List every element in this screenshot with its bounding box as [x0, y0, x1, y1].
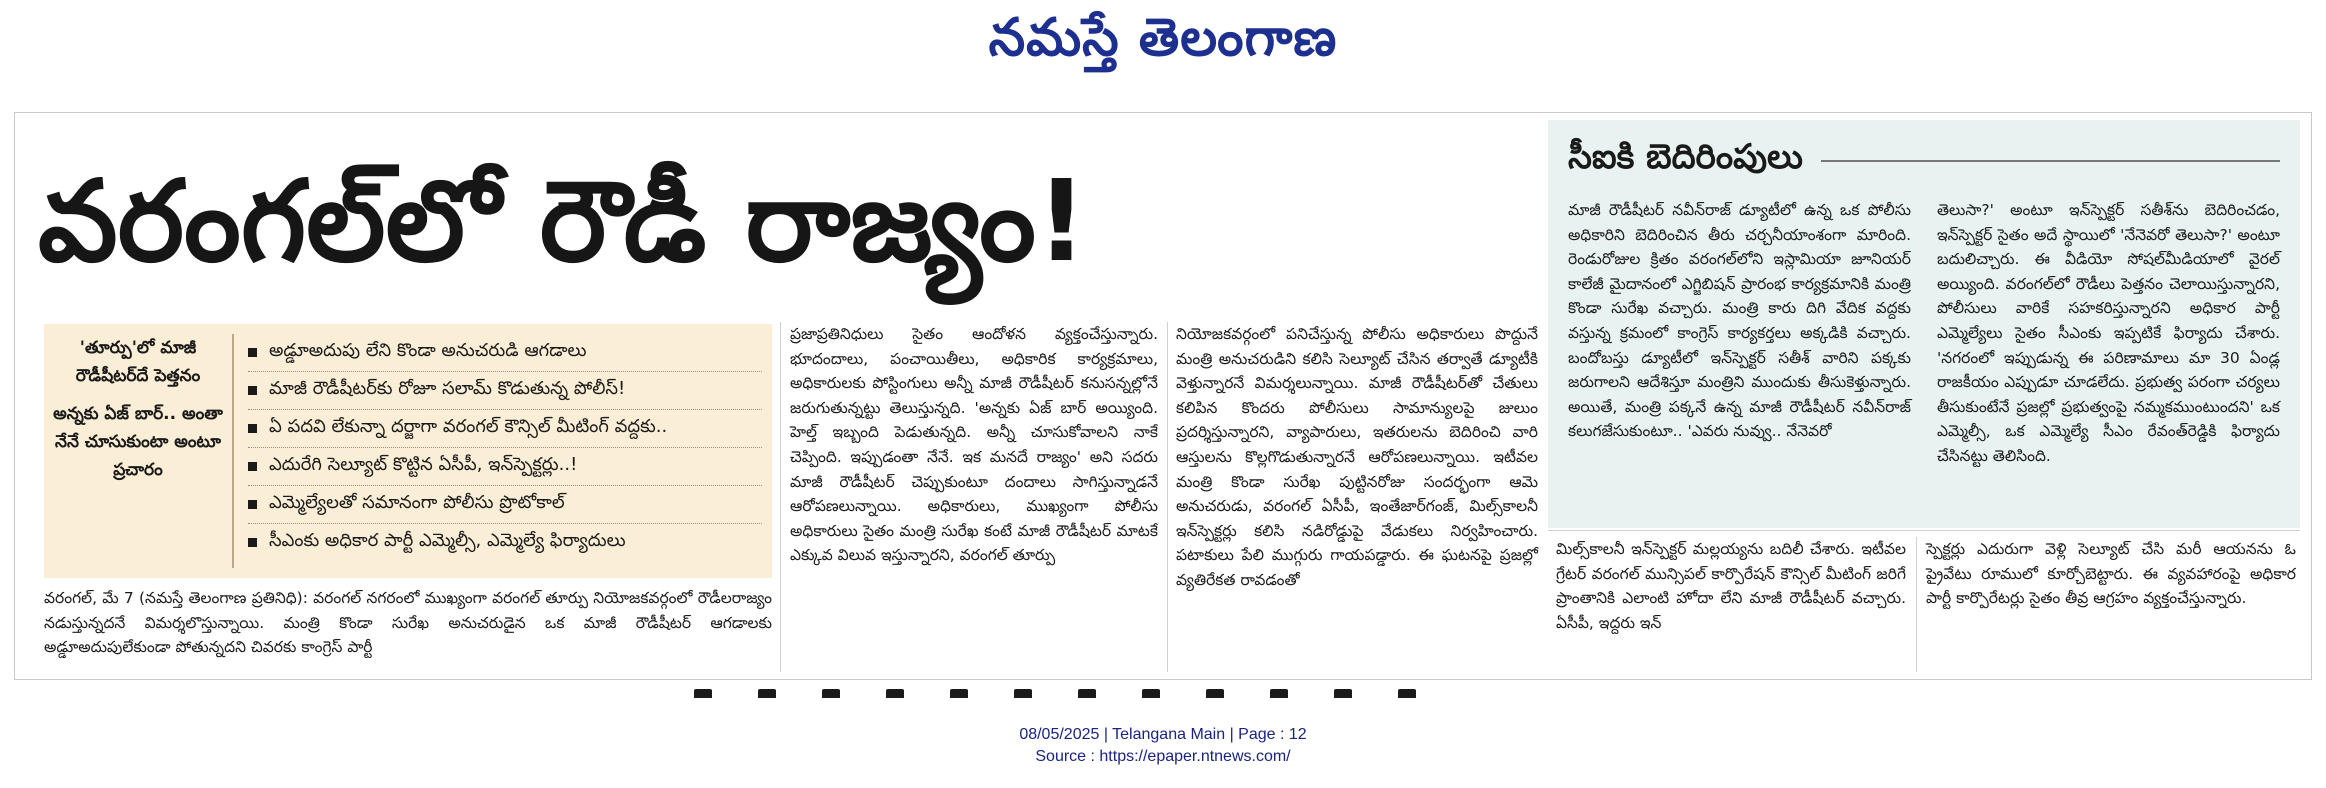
next-headline-cutoff: [694, 686, 1514, 698]
highlight-text: మాజీ రౌడీషీటర్‌కు రోజూ సలామ్ కొడుతున్న పోలీస్!: [269, 378, 626, 399]
body-column-4: [1556, 537, 1906, 635]
sidebar-text-2: తెలుసా?' అంటూ ఇన్‌స్పెక్టర్ సతీశ్‌ను బెదిరించడం, ఇన్‌స్పెక్టర్ సైతం అదే స్థాయిలో 'నేనెవరో తెలుసా?' అంటూ బదులిచ్చారు. ఈ వీడియో సోషల్‌మీడియాలో వైరల్ అయ్యింది. వరంగల్‌లో రౌడీలు పెత్తనం చెలాయిస్తున్నారని, పోలీసులు వారికే సహకరిస్తున్నారని అధికార పార్టీ ఎమ్మెల్యేలు సైతం సీఎంకు ఇప్పటికే ఫిర్యాదు చేశారు. 'నగరంలో ఇప్పుడున్న ఈ పరిణామాలు మా 30 ఏండ్ల రాజకీయం ఎప్పుడూ చూడలేదు. ప్రభుత్వ పరంగా చర్యలు తీసుకుంటేనే ప్రజల్లో ప్రభుత్వంపై నమ్మకముంటుందని' ఒక ఎమ్మెల్సీ, ఒక ఎమ్మెల్యే సీఎం రేవంత్‌రెడ్డికి ఫిర్యాదు చేసినట్టు తెలిసింది.: [1937, 201, 2280, 465]
square-bullet-icon: [248, 424, 257, 433]
highlight-item: [248, 448, 762, 486]
square-bullet-icon: [248, 538, 257, 547]
sidebar-bottom-divider: [1548, 530, 2300, 531]
highlight-text: ఏ పదవి లేకున్నా దర్జాగా వరంగల్ కౌన్సిల్ మీటింగ్ వద్దకు..: [269, 416, 668, 437]
square-bullet-icon: [248, 500, 257, 509]
masthead-logo: నమస్తే తెలంగాణ: [988, 8, 1338, 68]
column-divider: [780, 322, 781, 672]
square-bullet-icon: [248, 386, 257, 395]
body-text-5: స్పెక్టర్లు ఎదురుగా వెళ్లి సెల్యూట్ చేసి మరీ ఆయనను ఓ ప్రైవేటు రూములో కూర్చోబెట్టారు. ఈ వ్యవహారంపై అధికార పార్టీ కార్పొరేటర్లు సైతం తీవ్ర ఆగ్రహం వ్యక్తంచేస్తున్నారు.: [1926, 540, 2296, 608]
footer-date-line: 08/05/2025 | Telangana Main | Page : 12: [1019, 726, 1307, 743]
highlights-box: [44, 324, 772, 578]
highlight-text: అడ్డూఅదుపు లేని కొండా అనుచరుడి ఆగడాలు: [269, 340, 587, 361]
body-column-2: [790, 322, 1158, 568]
sidebar-column-1: [1568, 198, 1911, 469]
headline: వరంగల్‌లో రౌడీ రాజ్యం!: [38, 157, 1088, 287]
highlights-left-panel: [44, 324, 232, 578]
highlight-item: [248, 524, 762, 561]
body-column-3: [1176, 322, 1538, 593]
footer-source-link[interactable]: Source : https://epaper.ntnews.com/: [1035, 748, 1291, 765]
sidebar-columns: [1568, 198, 2280, 469]
body-text-4: మిల్స్‌కాలనీ ఇన్‌స్పెక్టర్ మల్లయ్యను బదిలీ చేశారు. ఇటీవల గ్రేటర్ వరంగల్ మున్సిపల్ కార్పొరేషన్ కౌన్సిల్ మీటింగ్ జరిగే ప్రాంతానికి ఎలాంటి హోదా లేని మాజీ రౌడీషీటర్ వచ్చారు. ఏసీపీ, ఇద్దరు ఇన్: [1556, 540, 1906, 632]
sidebar-title-rule: [1821, 160, 2280, 162]
sidebar-title-row: [1568, 134, 2280, 188]
highlight-kicker-1: 'తూర్పు'లో మాజీ రౌడీషీటర్‌దే పెత్తనం: [75, 338, 201, 386]
highlight-kicker-2: అన్నకు ఏజ్ బార్.. అంతా నేనే చూసుకుంటా అంటూ ప్రచారం: [53, 404, 223, 480]
highlight-text: సీఎంకు అధికార పార్టీ ఎమ్మెల్సీ, ఎమ్మెల్యే ఫిర్యాదులు: [269, 530, 626, 551]
lead-paragraph: [44, 586, 772, 660]
square-bullet-icon: [248, 462, 257, 471]
body-text-2: ప్రజాప్రతినిధులు సైతం ఆందోళన వ్యక్తంచేస్తున్నారు. భూదందాలు, పంచాయితీలు, అధికారిక కార్యక్రమాలు, అధికారులకు పోస్టింగులు అన్నీ మాజీ రౌడీషీటర్ కనుసన్నల్లోనే జరుగుతున్నట్టు తెలుస్తున్నది. 'అన్నకు ఏజ్ బార్ అయ్యింది. హెల్త్ ఇబ్బంది పెడుతున్నది. అన్నీ చూసుకోవాలని నాకే చెప్పింది. ఇప్పుడంతా నేనే. ఇక మనదే రాజ్యం' అని సదరు మాజీ రౌడీషీటర్ చెప్పుకుంటూ దందాలు సాగిస్తున్నాడనే ఆరోపణలున్నాయి. అధికారులు, ముఖ్యంగా పోలీసు అధికారులు సైతం మంత్రి సురేఖ కంటే మాజీ రౌడీషీటర్ మాటకే ఎక్కువ విలువ ఇస్తున్నారని, వరంగల్ తూర్పు: [790, 325, 1158, 565]
column-divider: [1916, 537, 1917, 672]
highlight-item: [248, 410, 762, 448]
square-bullet-icon: [248, 348, 257, 357]
lead-text: వరంగల్, మే 7 (నమస్తే తెలంగాణ ప్రతినిధి): వరంగల్ నగరంలో ముఖ్యంగా వరంగల్ తూర్పు నియోజకవర్గంలో రౌడీలరాజ్యం నడుస్తున్నదనే విమర్శలొస్తున్నాయి. మంత్రి కొండా సురేఖ అనుచరుడైన ఒక మాజీ రౌడీషీటర్ ఆగడాలకు అడ్డూఅదుపులేకుండా పోతున్నదని చివరకు కాంగ్రెస్ పార్టీ: [44, 589, 772, 657]
highlight-text: ఎదురేగి సెల్యూట్ కొట్టిన ఏసీపీ, ఇన్‌స్పెక్టర్లు..!: [269, 454, 578, 475]
body-column-5: [1926, 537, 2296, 611]
column-divider: [1167, 322, 1168, 672]
body-text-3: నియోజకవర్గంలో పనిచేస్తున్న పోలీసు అధికారులు పొద్దునే మంత్రి అనుచరుడిని కలిసి సెల్యూట్ చేసిన తర్వాతే డ్యూటీకి వెళ్తున్నారనే విమర్శలున్నాయి. మాజీ రౌడీషీటర్‌తో చేతులు కలిపిన కొందరు పోలీసులు సామాన్యులపై జులుం ప్రదర్శిస్తున్నారని, వ్యాపారులు, ఇతరులను బెదిరించి వారి ఆస్తులను కొల్లగొడుతున్నారనే ఆరోపణలున్నాయి. ఇటీవల మంత్రి కొండా సురేఖ పుట్టినరోజు సందర్భంగా ఆమె అనుచరుడు, వరంగల్ ఏసీపీ, ఇంతేజార్‌గంజ్, మిల్స్‌కాలనీ ఇన్‌స్పెక్టర్లు కలిసి నడిరోడ్డుపై వేడుకలు నిర్వహించారు. పటాకులు పేలి ముగ్గురు గాయపడ్డారు. ఈ ఘటనపై ప్రజల్లో వ్యతిరేకత రావడంతో: [1176, 325, 1538, 589]
highlight-text: ఎమ్మెల్యేలతో సమానంగా పోలీసు ప్రొటోకాల్: [269, 492, 565, 513]
sidebar-column-2: [1937, 198, 2280, 469]
sidebar-text-1: మాజీ రౌడీషీటర్ నవీన్‌రాజ్ డ్యూటీలో ఉన్న ఒక పోలీసు అధికారిని బెదిరించిన తీరు చర్చనీయాంశంగా మారింది. రెండురోజుల క్రితం వరంగల్‌లోని ఇస్లామియా జూనియర్ కాలేజీ మైదానంలో ఎగ్జిబిషన్ ప్రారంభ కార్యక్రమానికి మంత్రి కొండా సురేఖ వచ్చారు. మంత్రి కారు దిగి వేదిక వద్దకు వస్తున్న క్రమంలో కాంగ్రెస్ కార్యకర్తలు అక్కడికి వచ్చారు. బందోబస్తు డ్యూటీలో ఇన్‌స్పెక్టర్ సతీశ్ వారిని పక్కకు జరుగాలని ఆదేశిస్తూ మంత్రిని ముందుకు తీసుకెళ్తున్నారు. అయితే, మంత్రి పక్కనే ఉన్న మాజీ రౌడీషీటర్ నవీన్‌రాజ్ కలుగజేసుకుంటూ.. 'ఎవరు నువ్వు.. నేనెవరో: [1568, 201, 1911, 441]
highlight-item: [248, 372, 762, 410]
highlight-item: [248, 334, 762, 372]
highlights-list: [234, 324, 772, 578]
sidebar-title: సీఐకి బెదిరింపులు: [1568, 137, 1803, 177]
highlight-item: [248, 486, 762, 524]
sidebar-box: [1548, 120, 2300, 528]
